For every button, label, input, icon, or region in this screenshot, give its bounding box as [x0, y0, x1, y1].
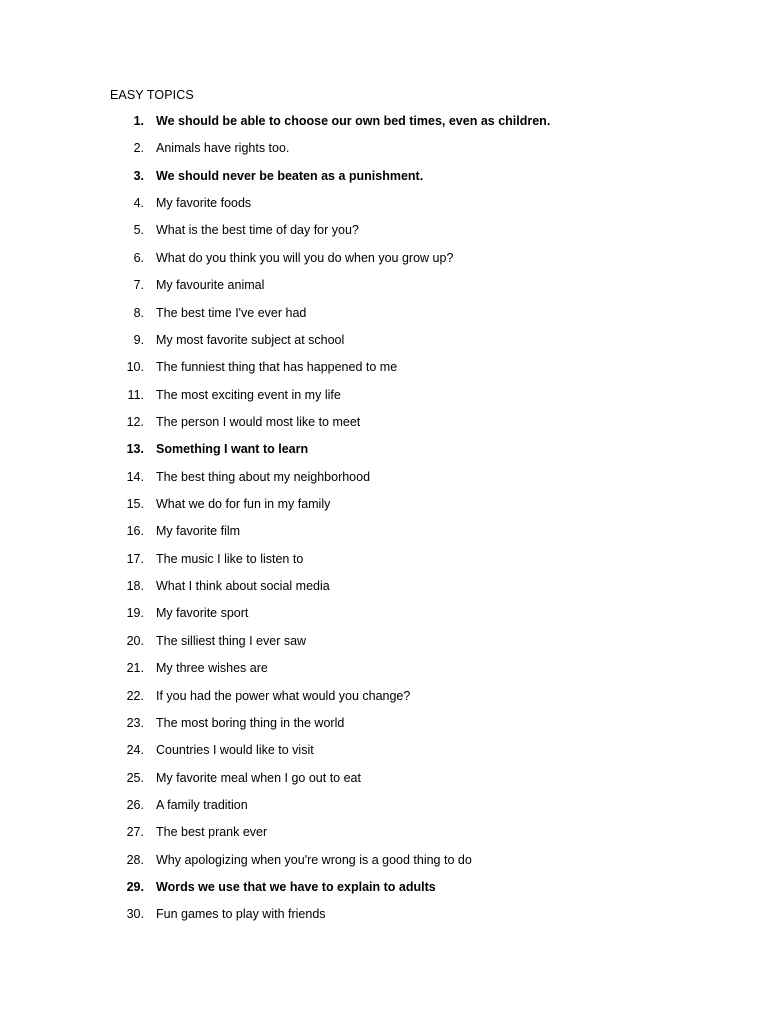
list-item-text: Fun games to play with friends — [156, 907, 326, 922]
list-item-text: My favorite foods — [156, 196, 252, 211]
list-item-number: 20. — [126, 633, 144, 648]
list-item-text: The funniest thing that has happened to me — [156, 360, 398, 375]
list-item-text: If you had the power what would you change? — [156, 688, 411, 703]
list-item — [0, 852, 768, 879]
list-item-text: My favorite film — [156, 524, 241, 539]
list-item-number: 26. — [126, 797, 144, 812]
list-item — [0, 277, 768, 304]
list-item-number: 23. — [126, 715, 144, 730]
list-item-number: 1. — [133, 114, 144, 128]
list-item — [0, 332, 768, 359]
list-item — [0, 605, 768, 632]
list-item-number: 5. — [133, 223, 144, 238]
list-item-text: The most exciting event in my life — [156, 387, 341, 402]
list-item-text: Animals have rights too. — [156, 141, 290, 156]
list-item — [0, 742, 768, 769]
list-item-number: 17. — [126, 551, 144, 566]
list-item-text: Something I want to learn — [156, 442, 309, 457]
list-item — [0, 633, 768, 660]
topic-list — [0, 113, 768, 934]
list-item — [0, 688, 768, 715]
list-item-text: The music I like to listen to — [156, 551, 304, 566]
list-item-number: 8. — [133, 305, 144, 320]
list-item-number: 19. — [126, 606, 144, 621]
list-item-text: The best prank ever — [156, 825, 268, 840]
list-item-number: 24. — [126, 743, 144, 758]
list-item — [0, 797, 768, 824]
list-item — [0, 387, 768, 414]
list-item-number: 7. — [133, 278, 144, 293]
list-item — [0, 140, 768, 167]
list-item-text: Words we use that we have to explain to adults — [156, 880, 436, 895]
list-item-number: 27. — [126, 825, 144, 840]
list-item-number: 6. — [133, 250, 144, 265]
list-item — [0, 168, 768, 195]
list-item-number: 9. — [133, 332, 144, 347]
list-item-text: My favorite sport — [156, 606, 249, 621]
list-item-number: 21. — [126, 661, 144, 676]
list-item-number: 18. — [126, 579, 144, 594]
list-item — [0, 660, 768, 687]
list-item-text: My three wishes are — [156, 661, 268, 676]
list-item-text: The best time I've ever had — [156, 305, 307, 320]
list-item-number: 15. — [126, 497, 144, 512]
list-item-number: 4. — [133, 196, 144, 211]
list-item — [0, 496, 768, 523]
list-item — [0, 469, 768, 496]
list-item-number: 30. — [126, 907, 144, 922]
list-item — [0, 715, 768, 742]
list-item — [0, 359, 768, 386]
list-item-text: The person I would most like to meet — [156, 414, 361, 429]
list-item-number: 10. — [126, 360, 144, 375]
list-item-number: 29. — [126, 880, 144, 895]
list-item-number: 12. — [126, 414, 144, 429]
list-item-number: 14. — [126, 469, 144, 484]
list-item-number: 11. — [127, 387, 144, 402]
list-item-text: What is the best time of day for you? — [156, 223, 359, 238]
list-item — [0, 222, 768, 249]
list-item — [0, 113, 768, 140]
document-heading: EASY TOPICS — [110, 88, 194, 102]
list-item-text: Why apologizing when you're wrong is a good thing to do — [156, 852, 472, 867]
list-item-number: 13. — [126, 442, 144, 457]
list-item — [0, 824, 768, 851]
list-item-number: 3. — [133, 168, 144, 183]
list-item-number: 22. — [126, 688, 144, 703]
list-item-text: What we do for fun in my family — [156, 497, 331, 512]
list-item — [0, 770, 768, 797]
list-item — [0, 414, 768, 441]
list-item-number: 2. — [133, 141, 144, 156]
list-item — [0, 578, 768, 605]
list-item-text: My favourite animal — [156, 278, 265, 293]
list-item — [0, 879, 768, 906]
list-item — [0, 250, 768, 277]
list-item-number: 25. — [126, 770, 144, 785]
list-item — [0, 305, 768, 332]
list-item — [0, 551, 768, 578]
list-item-text: My favorite meal when I go out to eat — [156, 770, 361, 785]
list-item-text: What I think about social media — [156, 579, 330, 594]
list-item-number: 16. — [126, 524, 144, 539]
list-item-text: What do you think you will you do when you grow up? — [156, 250, 454, 265]
list-item-text: Countries I would like to visit — [156, 743, 314, 758]
list-item-text: We should never be beaten as a punishment. — [156, 168, 424, 183]
list-item — [0, 906, 768, 933]
list-item-text: The silliest thing I ever saw — [156, 633, 307, 648]
list-item — [0, 441, 768, 468]
list-item-text: My most favorite subject at school — [156, 332, 345, 347]
list-item-number: 28. — [126, 852, 144, 867]
list-item-text: The most boring thing in the world — [156, 715, 345, 730]
list-item-text: A family tradition — [156, 797, 248, 812]
list-item-text: The best thing about my neighborhood — [156, 469, 371, 484]
list-item — [0, 195, 768, 222]
list-item-text: We should be able to choose our own bed times, even as children. — [156, 114, 551, 128]
list-item — [0, 523, 768, 550]
